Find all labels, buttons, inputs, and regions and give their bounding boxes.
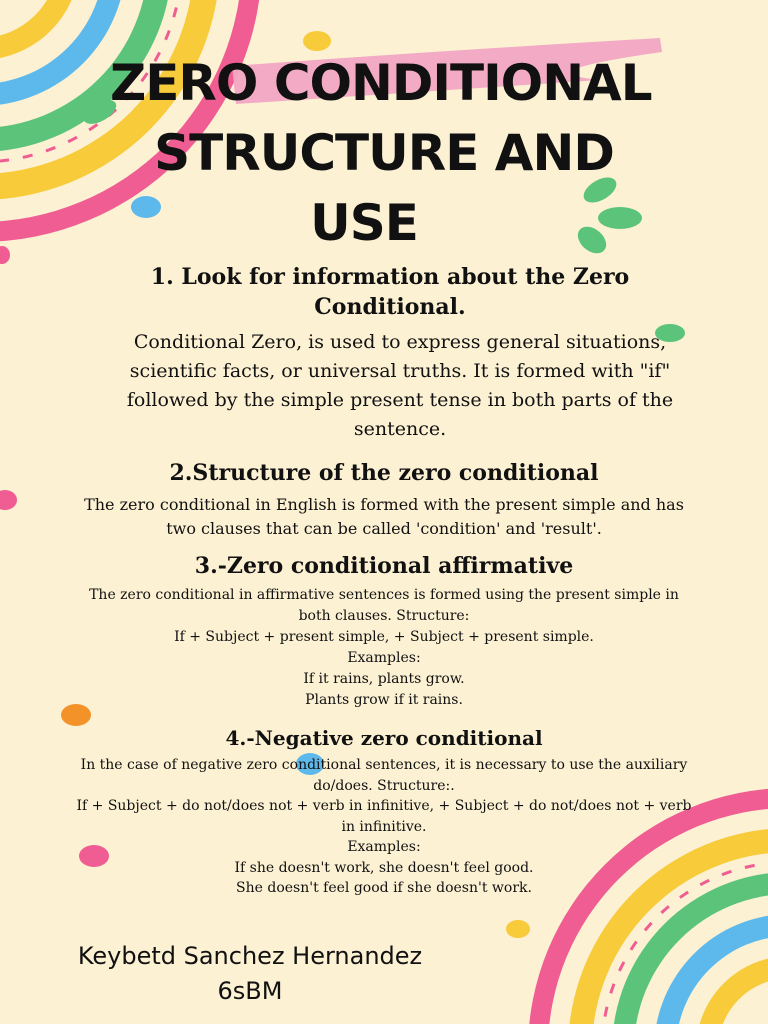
section3-body-line: Plants grow if it rains. [305,692,463,708]
section2-heading: 2.Structure of the zero conditional [169,460,599,486]
section4-body-line: She doesn't feel good if she doesn't work. [236,880,532,896]
title-line-1: ZERO CONDITIONAL [110,54,652,112]
section3-heading: 3.-Zero conditional affirmative [194,553,574,579]
section3-body-line: If it rains, plants grow. [303,671,465,687]
section4-body [5,755,763,899]
section1-heading-line: 1. Look for information about the Zero [150,264,630,290]
section1-body-line: Conditional Zero, is used to express general situations, [133,331,667,353]
section3-body-line: The zero conditional in affirmative sentences is formed using the present simple in [89,587,679,603]
title-line-3: USE [310,194,418,252]
title-line-2: STRUCTURE AND [154,124,614,182]
section4-body-line: In the case of negative zero conditional sentences, it is necessary to use the auxiliary [80,757,688,773]
section2-body [5,493,763,541]
section4-body-line: If she doesn't work, she doesn't feel good. [234,859,534,876]
section1-body-line: followed by the simple present tense in both parts of the [126,389,674,411]
section1-body-line: scientific facts, or universal truths. It is formed with "if" [129,360,671,382]
section4-body-line: in infinitive. [341,818,427,835]
section2-body-line: The zero conditional in English is formed with the present simple and has [84,495,684,514]
author-name: Keybetd Sanchez Hernandez [77,942,423,970]
section1-heading-line: Conditional. [314,294,466,320]
author-group: 6sBM [217,977,283,1005]
section2-body-line: two clauses that can be called 'condition' and 'result'. [166,519,602,538]
section4-body-line: do/does. Structure:. [313,777,455,794]
section3-body-line: If + Subject + present simple, + Subject + present simple. [174,629,594,645]
section4-body-line: Examples: [347,839,421,855]
section1-body [50,328,750,444]
section3-body-line: Examples: [347,650,421,666]
section3-body [5,585,763,711]
section3-body-line: both clauses. Structure: [298,608,470,624]
section4-body-line: If + Subject + do not/does not + verb in infinitive, + Subject + do not/does not + verb [76,798,692,814]
section4-heading: 4.-Negative zero conditional [225,726,543,750]
section1-body-line: sentence. [353,418,447,440]
section1-heading [60,262,720,322]
